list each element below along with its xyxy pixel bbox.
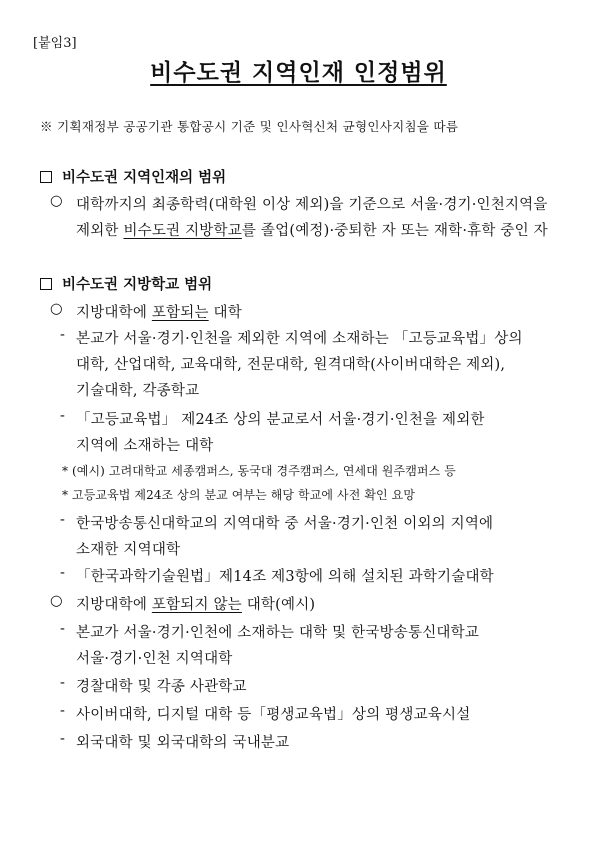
section-heading-talent-scope: 비수도권 지역인재의 범위 — [40, 166, 226, 187]
included-item-1-line-2: 대학, 산업대학, 교육대학, 전문대학, 원격대학(사이버대학은 제외), — [76, 357, 506, 373]
example-note: * (예시) 고려대학교 세종캠퍼스, 동국대 경주캠퍼스, 연세대 원주캠퍼스 등 — [62, 464, 456, 478]
included-heading: 지방대학에 포함되는 대학 — [76, 305, 242, 321]
dash: - — [60, 703, 66, 719]
branch-note: * 고등교육법 제24조 상의 분교 여부는 해당 학교에 사전 확인 요망 — [62, 488, 416, 502]
dash: - — [60, 408, 66, 424]
dash: - — [60, 512, 66, 528]
checkbox-square-icon — [40, 171, 52, 183]
included-item-1-line-3: 기술대학, 각종학교 — [76, 383, 200, 399]
underlined-term: 포함되지 않는 — [151, 597, 242, 613]
reference-note: ※ 기획재정부 공공기관 통합공시 기준 및 인사혁신처 균형인사지침을 따름 — [40, 119, 459, 134]
bullet-circle: ○ — [50, 301, 63, 317]
section-heading-school-scope: 비수도권 지방학교 범위 — [40, 273, 212, 294]
included-item-3-line-2: 소재한 지역대학 — [76, 542, 181, 558]
talent-scope-line-2: 제외한 비수도권 지방학교를 졸업(예정)·중퇴한 자 또는 재학·휴학 중인 자 — [76, 223, 548, 239]
attachment-tag: [붙임3] — [33, 36, 77, 51]
included-item-4-line-1: 「한국과학기술원법」제14조 제3항에 의해 설치된 과학기술대학 — [76, 569, 494, 585]
bullet-circle: ○ — [50, 193, 63, 209]
dash: - — [60, 327, 66, 343]
dash: - — [60, 675, 66, 691]
included-item-2-line-2: 지역에 소재하는 대학 — [76, 438, 214, 454]
underlined-term: 비수도권 지방학교 — [123, 223, 242, 239]
talent-scope-line-1: 대학까지의 최종학력(대학원 이상 제외)을 기준으로 서울·경기·인천지역을 — [76, 197, 548, 213]
excluded-heading: 지방대학에 포함되지 않는 대학(예시) — [76, 597, 316, 613]
page-title: 비수도권 지역인재 인정범위 — [150, 60, 447, 86]
excluded-item-2-line-1: 경찰대학 및 각종 사관학교 — [76, 679, 247, 695]
dash: - — [60, 565, 66, 581]
included-item-3-line-1: 한국방송통신대학교의 지역대학 중 서울·경기·인천 이외의 지역에 — [76, 516, 494, 532]
dash: - — [60, 621, 66, 637]
excluded-item-1-line-1: 본교가 서울·경기·인천에 소재하는 대학 및 한국방송통신대학교 — [76, 625, 480, 641]
excluded-item-1-line-2: 서울·경기·인천 지역대학 — [76, 651, 233, 667]
checkbox-square-icon — [40, 278, 52, 290]
excluded-item-4-line-1: 외국대학 및 외국대학의 국내분교 — [76, 735, 290, 751]
excluded-item-3-line-1: 사이버대학, 디지털 대학 등「평생교육법」상의 평생교육시설 — [76, 707, 471, 723]
included-item-2-line-1: 「고등교육법」 제24조 상의 분교로서 서울·경기·인천을 제외한 — [76, 412, 485, 428]
bullet-circle: ○ — [50, 593, 63, 609]
included-item-1-line-1: 본교가 서울·경기·인천을 제외한 지역에 소재하는 「고등교육법」상의 — [76, 331, 523, 347]
dash: - — [60, 731, 66, 747]
underlined-term: 포함되는 — [151, 305, 209, 321]
